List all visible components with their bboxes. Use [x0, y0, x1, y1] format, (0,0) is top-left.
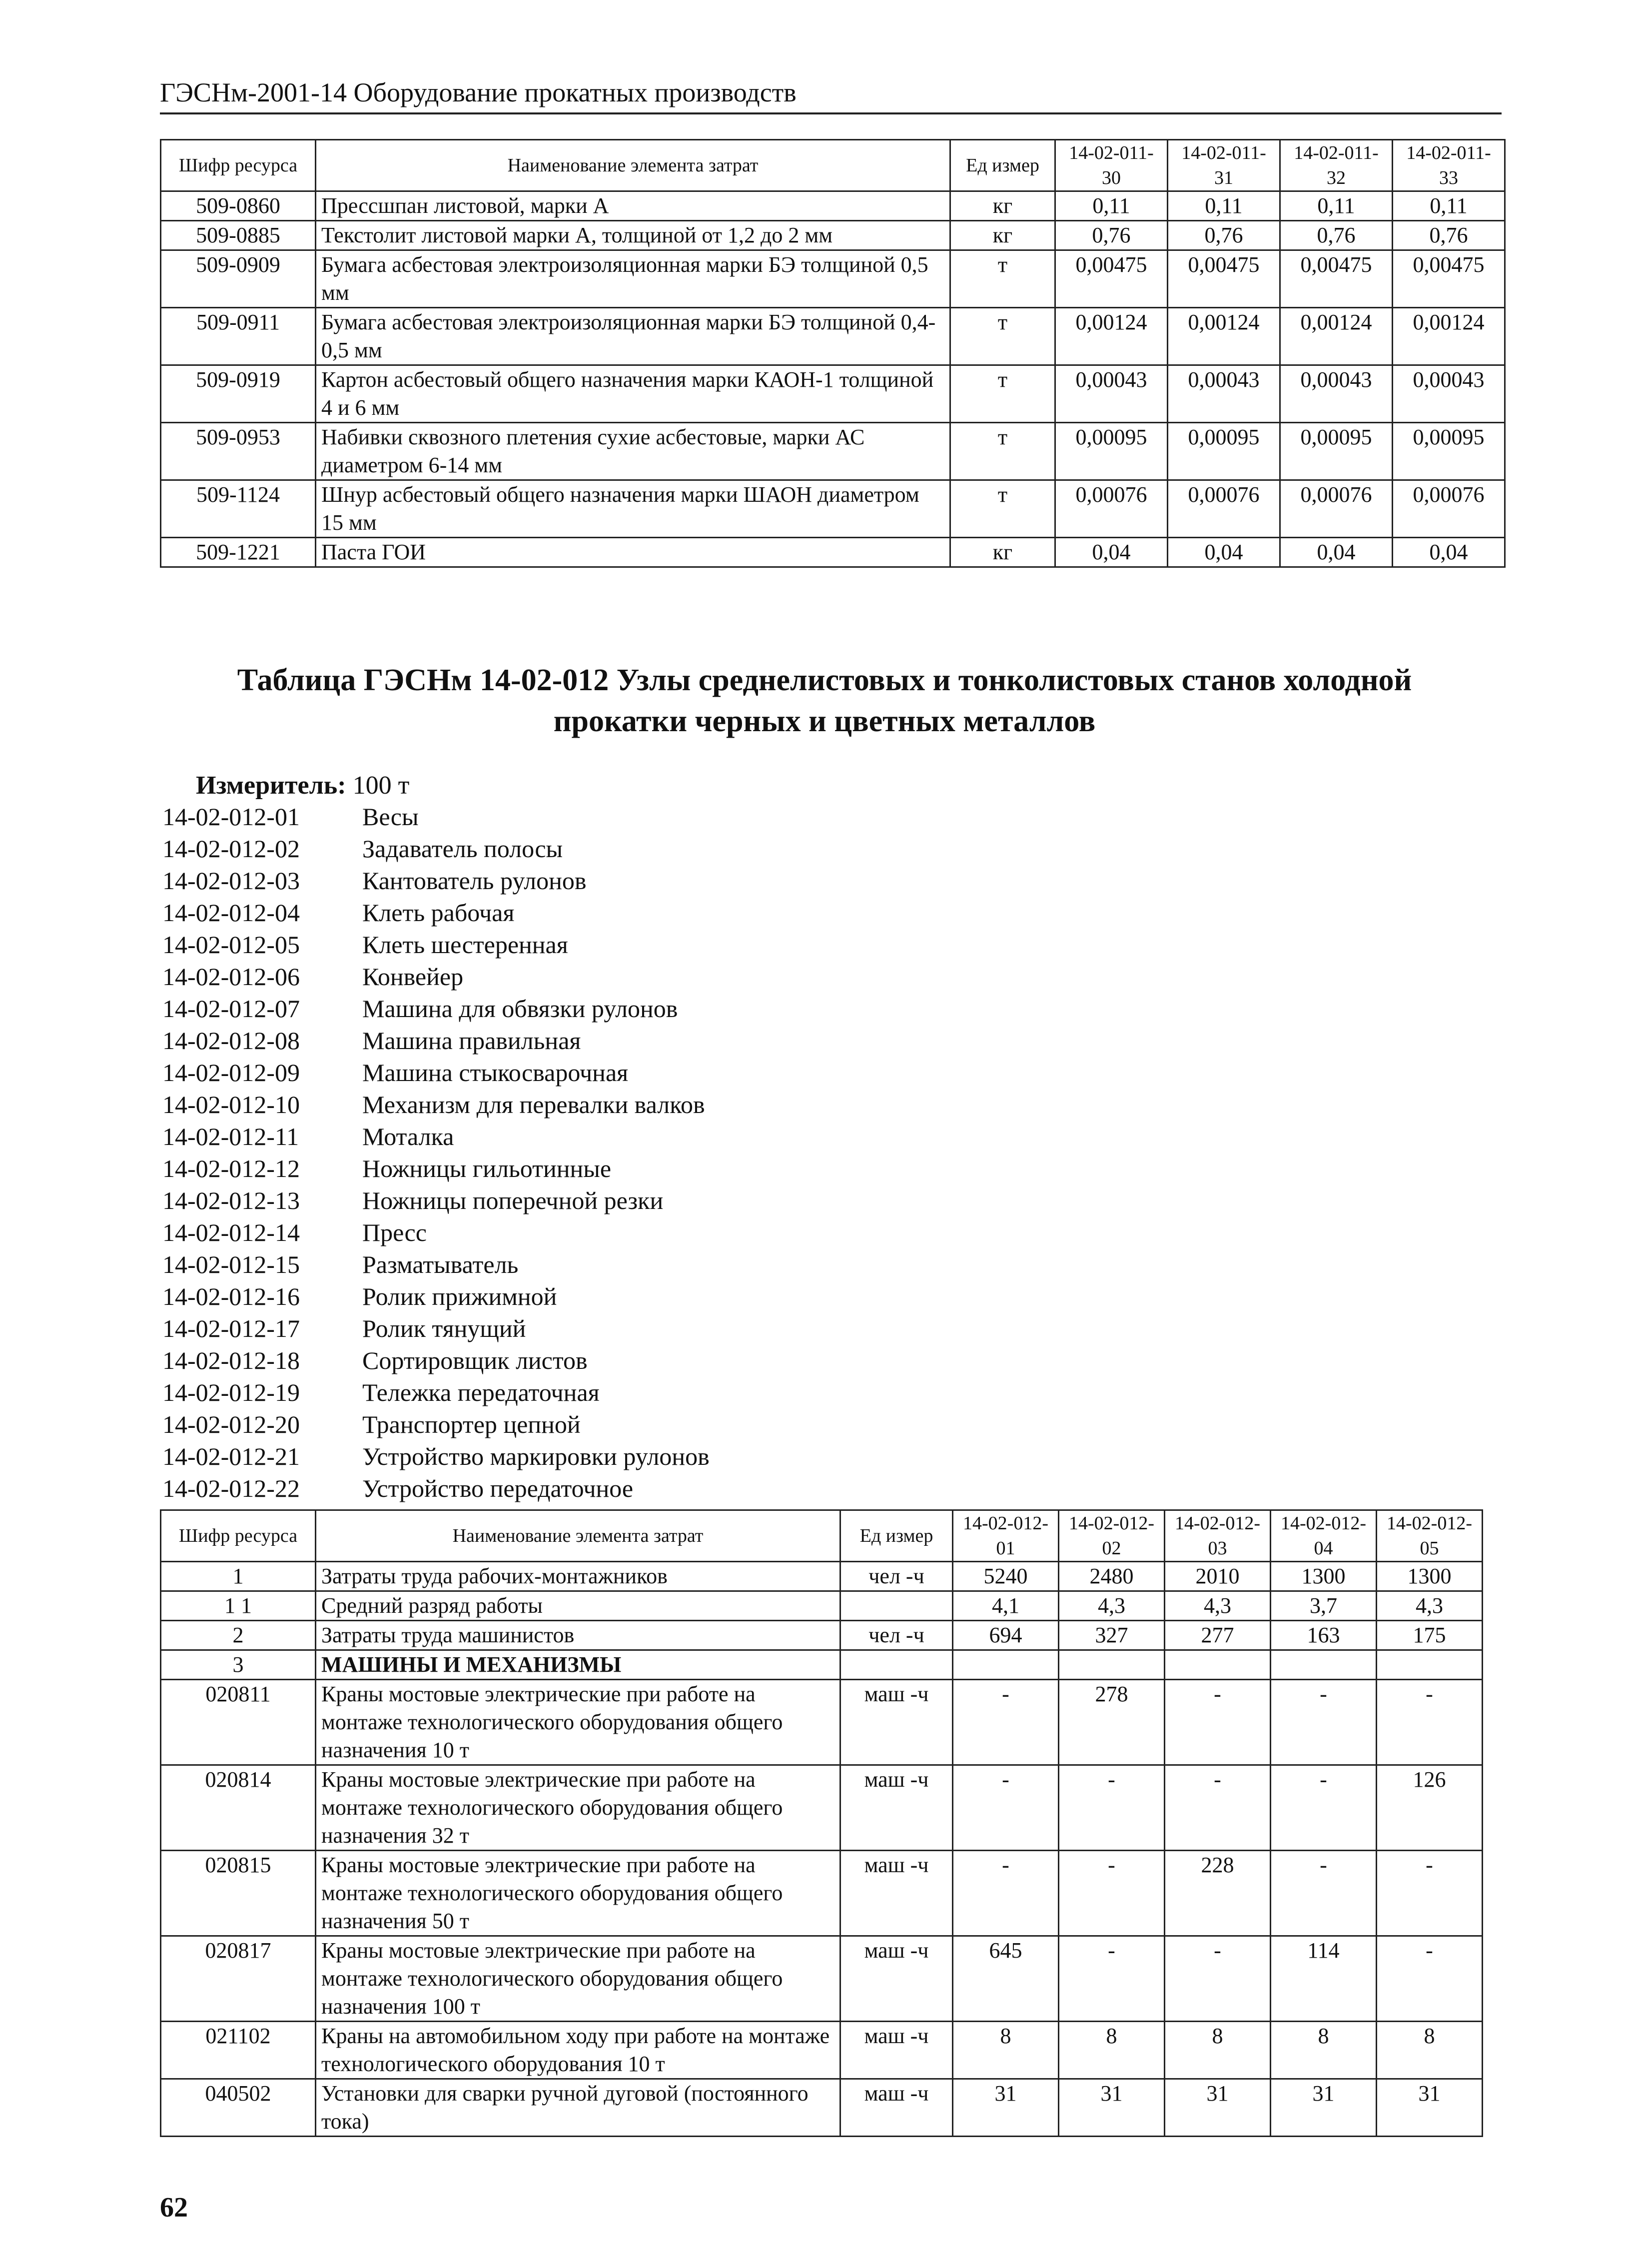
- resource-unit: маш -ч: [840, 1936, 953, 2022]
- header-cell: 14-02-011-31: [1168, 140, 1280, 191]
- list-item-code: 14-02-012-09: [162, 1059, 300, 1087]
- table-header-row: [161, 140, 1505, 191]
- list-item: [162, 1376, 710, 1408]
- list-item-code: 14-02-012-13: [162, 1186, 300, 1214]
- header-cell: Ед измер: [950, 140, 1055, 191]
- resources-table-011: [160, 139, 1506, 568]
- list-item-code: 14-02-012-22: [162, 1474, 300, 1502]
- resource-value: -: [953, 1680, 1059, 1765]
- resource-name: Набивки сквозного плетения сухие асбестовые, марки АС диаметром 6-14 мм: [316, 423, 950, 480]
- resource-value: -: [1059, 1765, 1165, 1851]
- table-row: [161, 423, 1505, 480]
- list-item-code: 14-02-012-19: [162, 1378, 300, 1406]
- resource-value: 31: [953, 2079, 1059, 2137]
- resource-value: 694: [953, 1621, 1059, 1650]
- resource-value: 2010: [1165, 1562, 1271, 1591]
- resource-value: 0,04: [1055, 538, 1168, 567]
- list-item: [162, 1121, 710, 1152]
- resource-name: Прессшпан листовой, марки А: [316, 191, 950, 221]
- list-item: [162, 1280, 710, 1312]
- resource-unit: т: [950, 423, 1055, 480]
- resource-value: 126: [1377, 1765, 1483, 1851]
- list-item-name: Тележка передаточная: [362, 1378, 600, 1406]
- resource-unit: чел -ч: [840, 1562, 953, 1591]
- list-item: [162, 897, 710, 929]
- list-item: [162, 1089, 710, 1121]
- header-cell: 14-02-012-05: [1377, 1510, 1483, 1562]
- resource-unit: [840, 1650, 953, 1680]
- resource-value: 4,3: [1377, 1591, 1483, 1621]
- list-item: [162, 929, 710, 961]
- list-item: [162, 1216, 710, 1248]
- resource-value: 1300: [1377, 1562, 1483, 1591]
- resource-value: 0,11: [1280, 191, 1393, 221]
- list-item-code: 14-02-012-15: [162, 1250, 300, 1278]
- resource-name: Краны мостовые электрические при работе на монтаже технологического оборудования общего назначения 100 т: [316, 1936, 840, 2022]
- resource-name: Краны мостовые электрические при работе на монтаже технологического оборудования общего назначения 32 т: [316, 1765, 840, 1851]
- resource-value: 0,00076: [1168, 480, 1280, 538]
- list-item-name: Пресс: [362, 1218, 427, 1246]
- table-title-line: Таблица ГЭСНм 14-02-012 Узлы среднелистовых и тонколистовых станов холодной: [237, 663, 1412, 697]
- list-item-code: 14-02-012-08: [162, 1027, 300, 1055]
- resource-code: 509-1221: [161, 538, 316, 567]
- list-item-name: Разматыватель: [362, 1250, 519, 1278]
- resource-code: 2: [161, 1621, 316, 1650]
- table-title: [150, 660, 1499, 742]
- resource-name: Текстолит листовой марки А, толщиной от 1,2 до 2 мм: [316, 221, 950, 250]
- resource-value: -: [1377, 1936, 1483, 2022]
- resource-name: МАШИНЫ И МЕХАНИЗМЫ: [316, 1650, 840, 1680]
- resource-unit: т: [950, 308, 1055, 365]
- list-item-name: Машина стыкосварочная: [362, 1059, 629, 1087]
- resource-name: Затраты труда машинистов: [316, 1621, 840, 1650]
- resource-value: 0,00095: [1280, 423, 1393, 480]
- resource-code: 020814: [161, 1765, 316, 1851]
- resource-code: 509-0953: [161, 423, 316, 480]
- header-cell: Наименование элемента затрат: [316, 1510, 840, 1562]
- page-number: 62: [160, 2192, 188, 2223]
- header-cell: Наименование элемента затрат: [316, 140, 950, 191]
- resource-code: 1 1: [161, 1591, 316, 1621]
- list-item-name: Транспортер цепной: [362, 1410, 581, 1438]
- list-item-name: Клеть рабочая: [362, 899, 515, 927]
- table-row: [161, 1650, 1483, 1680]
- resource-value: 0,00124: [1280, 308, 1393, 365]
- list-item-code: 14-02-012-01: [162, 803, 300, 831]
- resource-value: -: [1165, 1765, 1271, 1851]
- list-item-code: 14-02-012-21: [162, 1442, 300, 1470]
- resource-value: -: [1059, 1936, 1165, 2022]
- resource-value: 0,00124: [1168, 308, 1280, 365]
- list-item-name: Механизм для перевалки валков: [362, 1091, 705, 1119]
- list-item-code: 14-02-012-11: [162, 1123, 299, 1150]
- resource-value: [1165, 1650, 1271, 1680]
- list-item: [162, 1184, 710, 1216]
- header-cell: Шифр ресурса: [161, 140, 316, 191]
- resource-value: 8: [1165, 2022, 1271, 2079]
- resource-value: 4,1: [953, 1591, 1059, 1621]
- resource-value: 0,11: [1168, 191, 1280, 221]
- resource-unit: кг: [950, 191, 1055, 221]
- resource-code: 509-0919: [161, 365, 316, 423]
- resource-value: -: [1377, 1680, 1483, 1765]
- resource-value: 0,00043: [1055, 365, 1168, 423]
- meter: [196, 770, 409, 802]
- resource-value: -: [1271, 1765, 1377, 1851]
- list-item-code: 14-02-012-10: [162, 1091, 300, 1119]
- resource-value: 8: [953, 2022, 1059, 2079]
- list-item: [162, 1472, 710, 1504]
- table-row: [161, 191, 1505, 221]
- resource-value: 278: [1059, 1680, 1165, 1765]
- resource-value: -: [1059, 1851, 1165, 1936]
- list-item-name: Устройство маркировки рулонов: [362, 1442, 710, 1470]
- list-item-code: 14-02-012-14: [162, 1218, 300, 1246]
- table-row: [161, 1621, 1483, 1650]
- resource-value: 175: [1377, 1621, 1483, 1650]
- resource-value: 0,00475: [1393, 250, 1505, 308]
- resource-value: -: [953, 1765, 1059, 1851]
- resource-value: 114: [1271, 1936, 1377, 2022]
- resource-value: [1059, 1650, 1165, 1680]
- resource-value: [1377, 1650, 1483, 1680]
- resource-value: 0,00043: [1280, 365, 1393, 423]
- resource-value: -: [1377, 1851, 1483, 1936]
- list-item: [162, 1025, 710, 1057]
- header-cell: 14-02-011-30: [1055, 140, 1168, 191]
- resource-code: 3: [161, 1650, 316, 1680]
- resource-name: Затраты труда рабочих-монтажников: [316, 1562, 840, 1591]
- resource-unit: т: [950, 365, 1055, 423]
- header-cell: 14-02-012-03: [1165, 1510, 1271, 1562]
- table-row: [161, 250, 1505, 308]
- list-item-code: 14-02-012-06: [162, 963, 300, 991]
- resource-value: 0,76: [1393, 221, 1505, 250]
- resource-value: 31: [1377, 2079, 1483, 2137]
- list-item-code: 14-02-012-20: [162, 1410, 300, 1438]
- resource-value: -: [953, 1851, 1059, 1936]
- list-item-code: 14-02-012-03: [162, 867, 300, 895]
- resource-code: 509-0885: [161, 221, 316, 250]
- resource-value: [953, 1650, 1059, 1680]
- header-cell: Ед измер: [840, 1510, 953, 1562]
- resource-value: 0,00095: [1393, 423, 1505, 480]
- list-item: [162, 961, 710, 993]
- resource-value: 0,00124: [1393, 308, 1505, 365]
- resource-value: 0,76: [1055, 221, 1168, 250]
- header-cell: 14-02-011-32: [1280, 140, 1393, 191]
- resource-name: Краны мостовые электрические при работе на монтаже технологического оборудования общего назначения 50 т: [316, 1851, 840, 1936]
- resource-value: 3,7: [1271, 1591, 1377, 1621]
- header-cell: 14-02-012-04: [1271, 1510, 1377, 1562]
- resource-name: Бумага асбестовая электроизоляционная марки БЭ толщиной 0,4-0,5 мм: [316, 308, 950, 365]
- resource-unit: т: [950, 250, 1055, 308]
- meter-value: 100 т: [352, 771, 410, 800]
- resource-value: 645: [953, 1936, 1059, 2022]
- resource-value: 0,04: [1280, 538, 1393, 567]
- resource-name: Паста ГОИ: [316, 538, 950, 567]
- resource-value: [1271, 1650, 1377, 1680]
- list-item: [162, 865, 710, 897]
- resource-value: -: [1271, 1680, 1377, 1765]
- resource-value: 0,00475: [1055, 250, 1168, 308]
- resource-value: 31: [1271, 2079, 1377, 2137]
- code-list: [162, 801, 710, 1504]
- list-item-code: 14-02-012-18: [162, 1346, 300, 1374]
- resource-value: 0,00076: [1393, 480, 1505, 538]
- resource-value: 0,00475: [1168, 250, 1280, 308]
- resource-value: 31: [1059, 2079, 1165, 2137]
- list-item-name: Ролик прижимной: [362, 1282, 557, 1310]
- list-item-name: Машина правильная: [362, 1027, 581, 1055]
- resource-code: 021102: [161, 2022, 316, 2079]
- resource-value: 0,00124: [1055, 308, 1168, 365]
- list-item-name: Кантователь рулонов: [362, 867, 587, 895]
- header-cell: Шифр ресурса: [161, 1510, 316, 1562]
- resource-name: Средний разряд работы: [316, 1591, 840, 1621]
- resource-value: 8: [1059, 2022, 1165, 2079]
- table-row: [161, 1851, 1483, 1936]
- running-header: ГЭСНм-2001-14 Оборудование прокатных производств: [160, 77, 797, 107]
- resource-value: 2480: [1059, 1562, 1165, 1591]
- resource-value: 0,04: [1393, 538, 1505, 567]
- list-item: [162, 1312, 710, 1344]
- resource-code: 040502: [161, 2079, 316, 2137]
- resource-value: 4,3: [1059, 1591, 1165, 1621]
- list-item-name: Клеть шестеренная: [362, 931, 568, 959]
- list-item-name: Машина для обвязки рулонов: [362, 995, 678, 1023]
- list-item: [162, 1248, 710, 1280]
- list-item-name: Ролик тянущий: [362, 1314, 526, 1342]
- resource-value: -: [1165, 1936, 1271, 2022]
- table-title-line: прокатки черных и цветных металлов: [553, 704, 1096, 738]
- resource-name: Установки для сварки ручной дуговой (постоянного тока): [316, 2079, 840, 2137]
- resource-code: 509-0911: [161, 308, 316, 365]
- list-item-code: 14-02-012-17: [162, 1314, 300, 1342]
- resource-code: 020811: [161, 1680, 316, 1765]
- header-cell: 14-02-012-02: [1059, 1510, 1165, 1562]
- resource-value: 0,11: [1055, 191, 1168, 221]
- list-item-name: Задаватель полосы: [362, 835, 563, 863]
- resource-value: 0,76: [1168, 221, 1280, 250]
- resource-name: Бумага асбестовая электроизоляционная марки БЭ толщиной 0,5 мм: [316, 250, 950, 308]
- resource-code: 509-0860: [161, 191, 316, 221]
- list-item-name: Моталка: [362, 1123, 454, 1150]
- resource-name: Краны мостовые электрические при работе на монтаже технологического оборудования общего назначения 10 т: [316, 1680, 840, 1765]
- resource-name: Краны на автомобильном ходу при работе на монтаже технологического оборудования 10 т: [316, 2022, 840, 2079]
- resource-name: Картон асбестовый общего назначения марки КАОН-1 толщиной 4 и 6 мм: [316, 365, 950, 423]
- list-item-name: Весы: [362, 803, 419, 831]
- list-item-code: 14-02-012-05: [162, 931, 300, 959]
- table-header-row: [161, 1510, 1483, 1562]
- list-item-name: Конвейер: [362, 963, 464, 991]
- table-row: [161, 1765, 1483, 1851]
- resource-code: 509-1124: [161, 480, 316, 538]
- list-item: [162, 1440, 710, 1472]
- resource-value: 8: [1377, 2022, 1483, 2079]
- resource-value: 327: [1059, 1621, 1165, 1650]
- resource-unit: чел -ч: [840, 1621, 953, 1650]
- list-item: [162, 1408, 710, 1440]
- resource-value: 0,76: [1280, 221, 1393, 250]
- resources-table-012: [160, 1509, 1483, 2137]
- table-row: [161, 308, 1505, 365]
- resource-unit: маш -ч: [840, 1851, 953, 1936]
- table-row: [161, 538, 1505, 567]
- list-item: [162, 1152, 710, 1184]
- table-row: [161, 1936, 1483, 2022]
- list-item: [162, 801, 710, 833]
- resource-unit: т: [950, 480, 1055, 538]
- resource-code: 509-0909: [161, 250, 316, 308]
- resource-code: 020817: [161, 1936, 316, 2022]
- resource-value: 4,3: [1165, 1591, 1271, 1621]
- table-row: [161, 365, 1505, 423]
- resource-value: 0,00095: [1055, 423, 1168, 480]
- resource-value: 0,00475: [1280, 250, 1393, 308]
- resource-name: Шнур асбестовый общего назначения марки ШАОН диаметром 15 мм: [316, 480, 950, 538]
- resource-unit: маш -ч: [840, 2022, 953, 2079]
- resource-unit: кг: [950, 221, 1055, 250]
- resource-value: 8: [1271, 2022, 1377, 2079]
- table-row: [161, 1562, 1483, 1591]
- resource-unit: маш -ч: [840, 1680, 953, 1765]
- list-item-code: 14-02-012-16: [162, 1282, 300, 1310]
- table-row: [161, 1591, 1483, 1621]
- resource-unit: маш -ч: [840, 1765, 953, 1851]
- list-item-name: Ножницы поперечной резки: [362, 1186, 664, 1214]
- list-item-code: 14-02-012-12: [162, 1154, 300, 1182]
- list-item: [162, 993, 710, 1025]
- resource-code: 1: [161, 1562, 316, 1591]
- resource-value: 0,00076: [1280, 480, 1393, 538]
- resource-unit: [840, 1591, 953, 1621]
- resource-value: 0,11: [1393, 191, 1505, 221]
- resource-unit: кг: [950, 538, 1055, 567]
- resource-value: 0,04: [1168, 538, 1280, 567]
- header-cell: 14-02-011-33: [1393, 140, 1505, 191]
- resource-code: 020815: [161, 1851, 316, 1936]
- list-item: [162, 1057, 710, 1089]
- resource-value: 0,00043: [1168, 365, 1280, 423]
- header-rule: [160, 112, 1502, 114]
- resource-value: 0,00076: [1055, 480, 1168, 538]
- list-item-code: 14-02-012-02: [162, 835, 300, 863]
- resource-value: -: [1165, 1680, 1271, 1765]
- header-cell: 14-02-012-01: [953, 1510, 1059, 1562]
- resource-value: 163: [1271, 1621, 1377, 1650]
- list-item-code: 14-02-012-04: [162, 899, 300, 927]
- resource-unit: маш -ч: [840, 2079, 953, 2137]
- resource-value: 1300: [1271, 1562, 1377, 1591]
- resource-value: -: [1271, 1851, 1377, 1936]
- list-item-code: 14-02-012-07: [162, 995, 300, 1023]
- resource-value: 277: [1165, 1621, 1271, 1650]
- resource-value: 31: [1165, 2079, 1271, 2137]
- resource-value: 5240: [953, 1562, 1059, 1591]
- resource-value: 228: [1165, 1851, 1271, 1936]
- list-item-name: Устройство передаточное: [362, 1474, 634, 1502]
- list-item-name: Ножницы гильотинные: [362, 1154, 612, 1182]
- list-item-name: Сортировщик листов: [362, 1346, 588, 1374]
- resource-value: 0,00043: [1393, 365, 1505, 423]
- table-row: [161, 1680, 1483, 1765]
- table-row: [161, 480, 1505, 538]
- table-row: [161, 2022, 1483, 2079]
- list-item: [162, 833, 710, 865]
- resource-value: 0,00095: [1168, 423, 1280, 480]
- table-row: [161, 221, 1505, 250]
- list-item: [162, 1344, 710, 1376]
- table-row: [161, 2079, 1483, 2137]
- meter-label: Измеритель:: [196, 771, 346, 800]
